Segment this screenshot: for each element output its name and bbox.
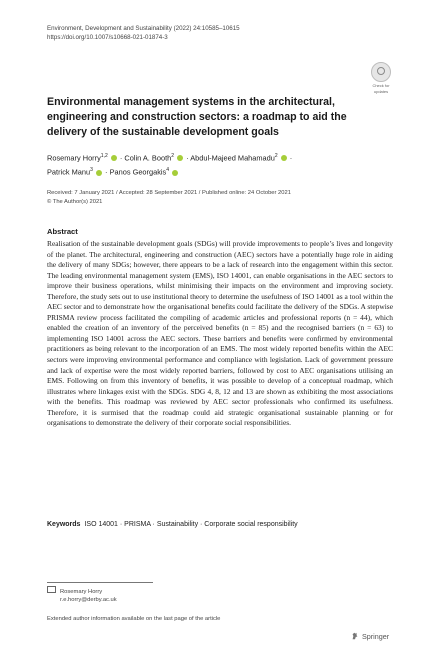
author-affiliation-sup: 1,2 xyxy=(100,153,108,159)
copyright-line: © The Author(s) 2021 xyxy=(47,199,103,205)
doi-link[interactable]: https://doi.org/10.1007/s10668-021-01874-3 xyxy=(47,34,168,41)
journal-citation: Environment, Development and Sustainability (2022) 24:10585–10615 xyxy=(47,25,240,32)
orcid-icon[interactable] xyxy=(172,170,178,176)
author-affiliation-sup: 4 xyxy=(166,167,170,174)
check-for-updates-badge[interactable] xyxy=(367,62,395,96)
received-accepted-published: Received: 7 January 2021 / Accepted: 28 September 2021 / Published online: 24 October 2021 xyxy=(47,190,291,196)
journal-header xyxy=(47,24,347,42)
orcid-icon[interactable] xyxy=(281,155,287,161)
orcid-icon[interactable] xyxy=(96,170,102,176)
article-title: Environmental management systems in the architectural, engineering and construction sectors: a roadmap to aid the delivery of the sustainable development goals xyxy=(47,96,347,138)
corresponding-email[interactable]: r.e.horry@derby.ac.uk xyxy=(60,597,117,603)
author-name[interactable]: Colin A. Booth xyxy=(124,153,172,163)
publication-dates xyxy=(47,189,387,207)
extended-author-info: Extended author information available on the last page of the article xyxy=(47,616,221,622)
keywords xyxy=(47,520,393,530)
publisher-logo xyxy=(351,632,389,641)
springer-horse-icon xyxy=(351,632,359,640)
orcid-icon[interactable] xyxy=(177,155,183,161)
abstract-text: Realisation of the sustainable development goals (SDGs) will provide improvements to people’s lives and longevity of the planet. The architectural, engineering and construction (AEC) sectors have a potentially huge role in aiding the delivery of many SDGs; however, there appears to be a lack of research into the engagement within this sector. The leading environmental management system (EMS), ISO 14001, can enable organisations in the AEC sectors to improve their business operations, whilst minimising their impacts on the environment and improving society. Therefore, the study sets out to use institutional theory to determine the usefulness of ISO 14001 as a tool within the AEC sector and to demonstrate how the organisational benefits could facilitate the delivery of the SDGs. A stepwise PRISMA review process facilitated the compiling of academic articles and professional reports (n = 44), which enabled the creation of an inventory of the perceived benefits (n = 85) and the recognised barriers (n = 63) to implementing ISO 14001 across the AEC sectors. These barriers and benefits were confirmed by environmental practitioners as being relevant to the incorporation of an EMS. The most widely reported benefits within the AEC sectors were improving environmental performance and compliance with legislation. Lack of government pressure and lack of expertise were the most widely reported barriers, followed by cost to AEC organisations utilising an EMS. Following on from this inventory of benefits, it was possible to develop of a conceptual roadmap, which illustrates where linkages exist with the SDGs. SDG 4, 8, 12 and 13 are shown as exhibiting the most associations with the benefits. This roadmap was reviewed by AEC sector professionals who confirmed its usefulness. Therefore, it is surmised that the roadmap could aid strategic organisational sustainable planning or for organisations to demonstrate the delivery of their corporate social responsibilities. xyxy=(47,239,393,428)
author-affiliation-sup: 3 xyxy=(90,167,93,174)
author-affiliation-sup: 2 xyxy=(274,153,278,159)
author-list: Rosemary Horry$^{1,2}$ · Colin A. Booth$^2$ · Abdul‑Majeed Mahamadu$^2$ · Patrick Manu$^3$ · Panos Georgakis$^4$ xyxy=(47,153,293,177)
author-name[interactable]: Rosemary Horry xyxy=(47,153,101,163)
badge-label-1: Check for xyxy=(372,83,390,88)
author-name[interactable]: Abdul‑Majeed Mahamadu xyxy=(190,153,275,163)
footnote-divider xyxy=(47,582,153,583)
author-name[interactable]: Panos Georgakis xyxy=(109,167,167,177)
corresponding-author-name: Rosemary Horry xyxy=(60,589,103,595)
publisher-name: Springer xyxy=(362,632,390,641)
abstract-heading: Abstract xyxy=(47,227,78,236)
keywords-label: Keywords xyxy=(47,521,81,528)
badge-label-2: updates xyxy=(373,89,389,94)
envelope-icon xyxy=(47,586,56,593)
keywords-list: ISO 14001 · PRISMA · Sustainability · Corporate social responsibility xyxy=(84,521,298,528)
check-for-updates-icon xyxy=(371,62,391,82)
author-affiliation-sup: 2 xyxy=(171,153,175,159)
author-name[interactable]: Patrick Manu xyxy=(47,167,91,177)
correspondence xyxy=(47,586,247,604)
orcid-icon[interactable] xyxy=(111,155,117,161)
